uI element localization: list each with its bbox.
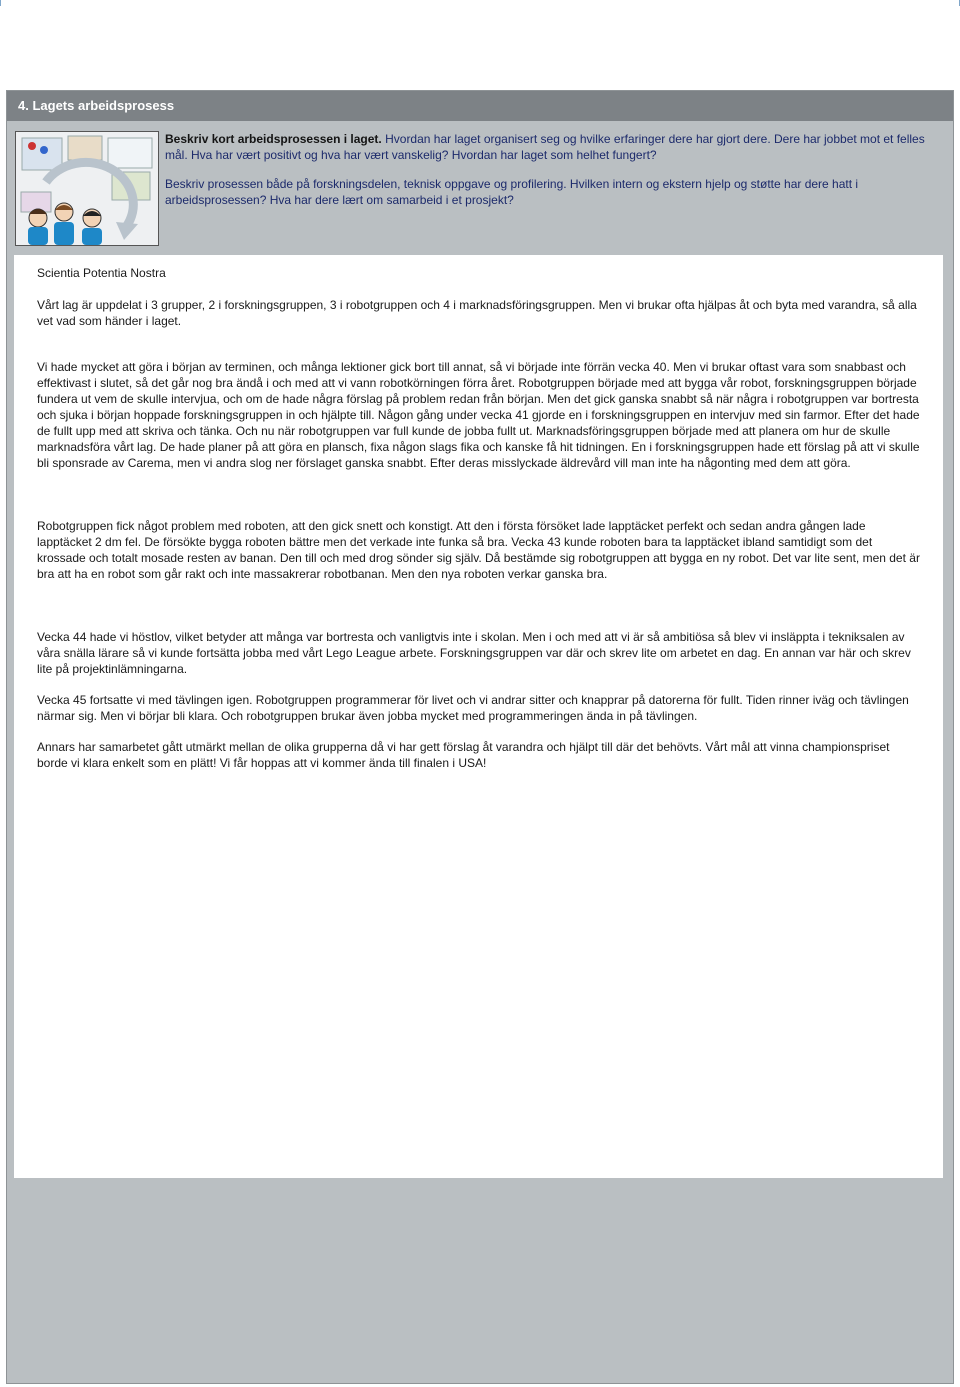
section-title: 4. Lagets arbeidsprosess: [7, 91, 953, 121]
answer-paragraph: Vårt lag är uppdelat i 3 grupper, 2 i forskningsgruppen, 3 i robotgruppen och 4 i marknadsföringsgruppen. Men vi brukar ofta hjälpas åt och byta med varandra, så alla vet vad som händer i laget.: [37, 298, 917, 328]
instruction-paragraph-1: [165, 131, 945, 163]
instruction-text: Hvordan har laget organisert seg og hvilke erfaringer dere har gjort dere. Dere har jobbet mot et felles mål. Hva har vært positivt og hva har vært vanskelig? Hvordan har laget som helhet fungert?: [165, 132, 925, 162]
instructions: [165, 131, 945, 221]
answer-paragraph: Vecka 44 hade vi höstlov, vilket betyder att många var bortresta och vanligtvis inte i skolan. Men i och med att vi är så ambitiösa så blev vi insläppta i tekniksalen av våra snälla lärare så vi kunde fortsätta jobba med vårt Lego League arbete. Forskningsgruppen var där och skrev lite om arbetet en dag. En annan var här och skrev lite på projektinlämningarna.: [37, 630, 911, 676]
form-section-arbeidsprosess: [6, 90, 954, 1384]
answer-paragraph: Annars har samarbetet gått utmärkt mellan de olika grupperna då vi har gett förslag åt varandra och hjälpt till där det behövts. Vårt mål att vinna championspriset borde vi klara enkelt som en plätt! Vi får hoppas att vi kommer ända till finalen i USA!: [37, 740, 890, 770]
instruction-lead: Beskriv kort arbeidsprosessen i laget.: [165, 132, 382, 146]
crop-mark-right: [953, 0, 960, 6]
answer-paragraph: Vi hade mycket att göra i början av terminen, och många lektioner gick bort till annat, så vi började inte förrän vecka 40. Men vi brukar oftast vara som snabbast och effektivast i slutet, så det går nog bra ändå i och med att vi vann robotkörningen förra året. Robotgruppen började med att bygga vår robot, forskningsgruppen började fundera ut vem de skulle intervjua, och om de hade några förslag på problem redan från början. Men det gick ganska snabbt så när några i robotgruppen var bortresta och sjuka i början hoppade forskningsgruppen in och hjälpte till. Någon gång under vecka 41 gjorde en i forskningsgruppen en intervjuv med sin farmor. Efter det hade de fullt upp med att skriva och tänka. Och nu när robotgruppen var full kunde de jobba fullt ut. Marknadsföringsgruppen började med att planera om hur de skulle marknadsföra vårt lag. De hade planer på att göra en plansch, fixa någon slags fika och kanske få hit tidningen. En i forskningsgruppen hade ett förslag på att vi skulle bli sponsrade av Carema, men vi andra slog ner förslaget ganska snabbt. Efter deras misslyckade äldrevård vill man inte ha någonting med dem att göra.: [37, 360, 920, 470]
answer-textarea[interactable]: [14, 255, 943, 1178]
team-name: Scientia Potentia Nostra: [37, 266, 166, 280]
instruction-paragraph-2: Beskriv prosessen både på forskningsdelen, teknisk oppgave og profilering. Hvilken intern og ekstern hjelp og støtte har dere hatt i arbeidsprosessen? Hva har dere lært om samarbeid i et prosjekt?: [165, 177, 859, 207]
teamwork-cycle-icon: [16, 132, 158, 245]
teamwork-illustration: [15, 131, 159, 246]
answer-paragraph: Vecka 45 fortsatte vi med tävlingen igen. Robotgruppen programmerar för livet och vi andrar sitter och knapprar på datorerna för fullt. Tiden rinner iväg och tävlingen närmar sig. Men vi börjar bli klara. Och robotgruppen brukar även jobba mycket med programmeringen ända in på tävlingen.: [37, 693, 909, 723]
crop-mark-left: [0, 0, 7, 6]
answer-paragraph: Robotgruppen fick något problem med roboten, att den gick snett och konstigt. Att den i första försöket lade lapptäcket perfekt och sedan andra gången lade lapptäcket 2 dm fel. De försökte bygga roboten bättre men det verkade inte funka så bra. Vecka 43 kunde roboten bara ta lapptäcket ibland samtidigt som det krossade och totalt mosade resten av banan. Den till och med drog sönder sig själv. Då bestämde sig robotgruppen att bygga en ny robot. Det var lite sent, men det är bra att ha en robot som går rakt och inte massakrerar robotbanan. Men den nya roboten verkar ganska bra.: [37, 519, 920, 581]
